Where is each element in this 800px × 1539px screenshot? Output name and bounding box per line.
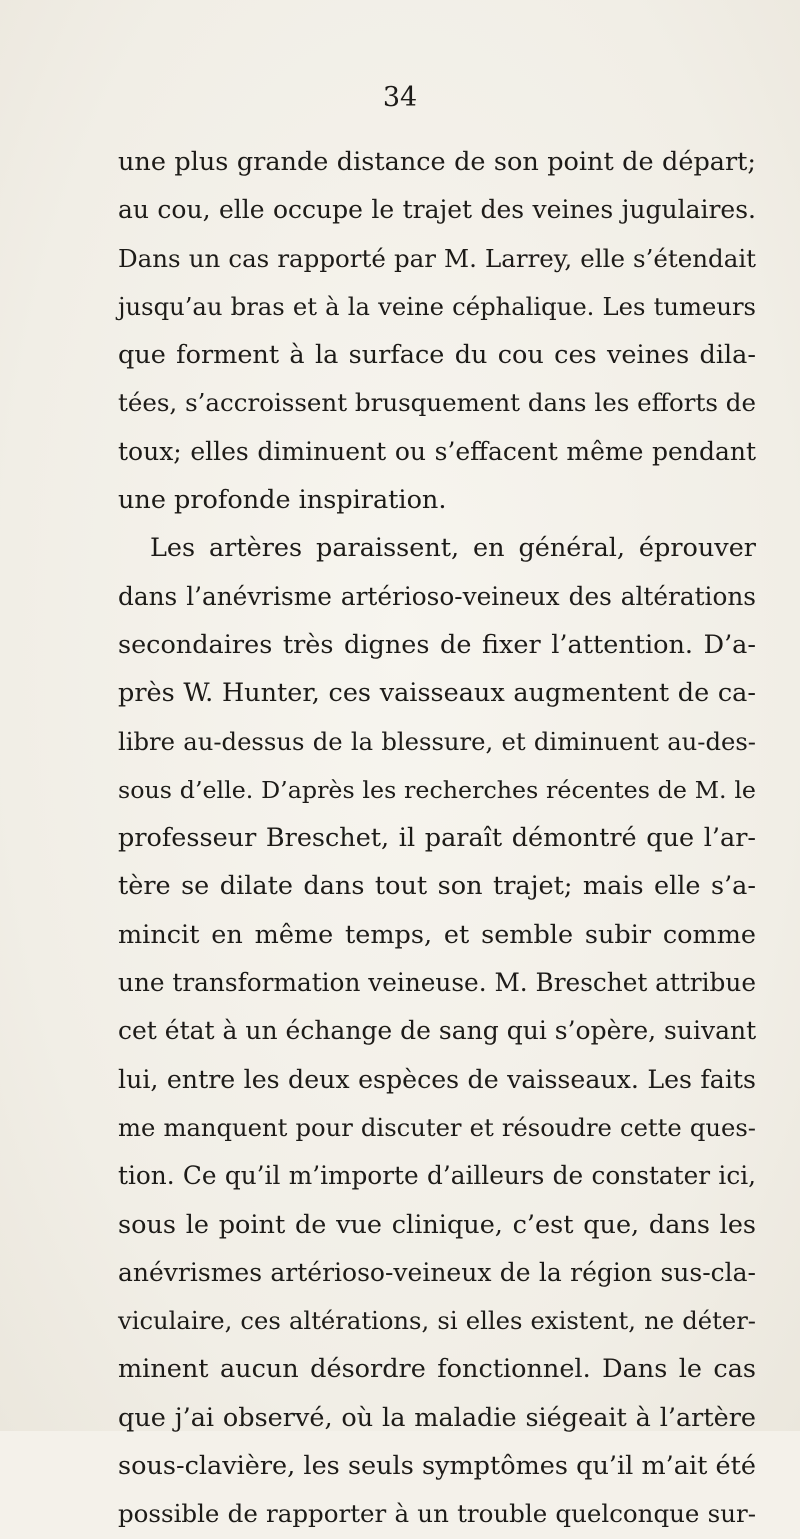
text-line: une transformation veineuse. M. Breschet attribue [118, 968, 756, 998]
text-line: viculaire, ces altérations, si elles existent, ne déter- [118, 1306, 756, 1336]
text-line: dans l’anévrisme artérioso-veineux des altérations [118, 581, 756, 611]
text-line: cet état à un échange de sang qui s’opère, suivant [118, 1016, 757, 1046]
text-line: tées, s’accroissent brusquement dans les efforts de [118, 388, 756, 418]
text-line: sous le point de vue clinique, c’est que, dans les [118, 1209, 756, 1240]
paragraph-start-line: Les artères paraissent, en général, éprouver [150, 533, 756, 564]
text-line: Dans un cas rapporté par M. Larrey, elle s’étendait [118, 243, 756, 273]
text-line: mincit en même temps, et semble subir comme [118, 919, 756, 950]
text-line: possible de rapporter à un trouble quelconque sur- [118, 1499, 756, 1529]
page-number: 34 [382, 82, 418, 113]
text-line: me manquent pour discuter et résoudre cette ques- [118, 1112, 756, 1142]
text-line: lui, entre les deux espèces de vaisseaux. Les faits [118, 1064, 756, 1094]
text-line: tion. Ce qu’il m’importe d’ailleurs de constater ici, [118, 1161, 756, 1191]
text-line: professeur Breschet, il paraît démontré que l’ar- [118, 823, 756, 854]
paragraph-end-line: une profonde inspiration. [118, 485, 447, 516]
text-line: une plus grande distance de son point de départ; [118, 147, 756, 177]
text-line: que j’ai observé, où la maladie siégeait à l’artère [118, 1402, 756, 1433]
text-line: anévrismes artérioso-veineux de la région sus-cla- [118, 1257, 756, 1287]
text-line: sous-clavière, les seuls symptômes qu’il m’ait été [118, 1451, 756, 1482]
text-line: au cou, elle occupe le trajet des veines jugulaires. [118, 195, 756, 225]
text-line: libre au-dessus de la blessure, et diminuent au-des- [118, 726, 756, 756]
text-line: toux; elles diminuent ou s’effacent même pendant [118, 436, 756, 466]
text-line: jusqu’au bras et à la veine céphalique. Les tumeurs [118, 291, 756, 321]
text-line: que forment à la surface du cou ces veines dila- [118, 340, 756, 371]
text-line: près W. Hunter, ces vaisseaux augmentent de ca- [118, 678, 756, 709]
text-line: secondaires très dignes de fixer l’attention. D’a- [118, 629, 756, 660]
text-line: tère se dilate dans tout son trajet; mais elle s’a- [118, 871, 756, 902]
text-line: minent aucun désordre fonctionnel. Dans le cas [118, 1354, 756, 1385]
body-text [118, 138, 756, 1539]
text-line: sous d’elle. D’après les recherches récentes de M. le [118, 775, 756, 804]
